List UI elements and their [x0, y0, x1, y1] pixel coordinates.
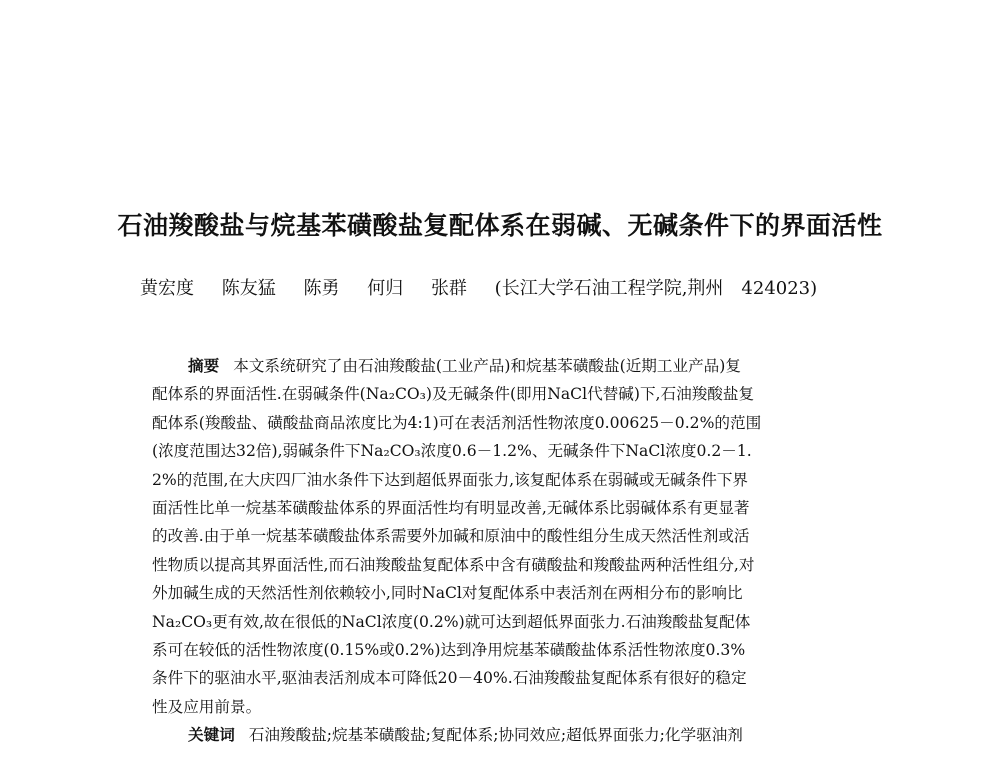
abstract-line: 的改善.由于单一烷基苯磺酸盐体系需要外加碱和原油中的酸性组分生成天然活性剂或活: [152, 527, 750, 546]
abstract-line: 配体系的界面活性.在弱碱条件(Na₂CO₃)及无碱条件(即用NaCl代替碱)下,石油羧酸盐复: [152, 385, 755, 404]
abstract-line: 配体系(羧酸盐、磺酸盐商品浓度比为4:1)可在表活剂活性物浓度0.00625－0.2%的范围: [152, 413, 762, 432]
abstract-line: 2%的范围,在大庆四厂油水条件下达到超低界面张力,该复配体系在弱碱或无碱条件下界: [152, 470, 749, 489]
author-name: 何归: [367, 278, 404, 299]
affiliation: (长江大学石油工程学院,荆州 424023): [494, 278, 818, 299]
paper-title: 石油羧酸盐与烷基苯磺酸盐复配体系在弱碱、无碱条件下的界面活性: [117, 211, 883, 240]
abstract-line: Na₂CO₃更有效,故在很低的NaCl浓度(0.2%)就可达到超低界面张力.石油羧酸盐复配体: [152, 612, 751, 631]
abstract-line: 性及应用前景。: [152, 697, 262, 716]
abstract-line: 条件下的驱油水平,驱油表活剂成本可降低20－40%.石油羧酸盐复配体系有很好的稳定: [152, 669, 747, 688]
keywords-line: [152, 721, 842, 749]
abstract-label: 摘要: [188, 356, 220, 375]
abstract-line: 面活性比单一烷基苯磺酸盐体系的界面活性均有明显改善,无碱体系比弱碱体系有更显著: [152, 498, 750, 517]
keywords-text: 石油羧酸盐;烷基苯磺酸盐;复配体系;协同效应;超低界面张力;化学驱油剂: [248, 726, 743, 745]
abstract-line: 外加碱生成的天然活性剂依赖较小,同时NaCl对复配体系中表活剂在两相分布的影响比: [152, 584, 743, 603]
abstract-line: 性物质以提高其界面活性,而石油羧酸盐复配体系中含有磺酸盐和羧酸盐两种活性组分,对: [152, 555, 755, 574]
abstract-line: 系可在较低的活性物浓度(0.15%或0.2%)达到净用烷基苯磺酸盐体系活性物浓度0.3%: [152, 640, 746, 659]
author-name: 张群: [430, 278, 467, 299]
abstract-line: (浓度范围达32倍),弱碱条件下Na₂CO₃浓度0.6－1.2%、无碱条件下NaCl浓度0.2－1.: [152, 442, 752, 461]
author-name: 黄宏度: [140, 278, 194, 299]
keywords-label: 关键词: [188, 725, 235, 745]
abstract-block: [152, 352, 842, 749]
abstract-text: 本文系统研究了由石油羧酸盐(工业产品)和烷基苯磺酸盐(近期工业产品)复: [233, 357, 741, 375]
author-line: [140, 274, 817, 300]
author-name: 陈友猛: [221, 278, 276, 299]
author-name: 陈勇: [303, 278, 340, 299]
abstract-line: [152, 352, 842, 380]
